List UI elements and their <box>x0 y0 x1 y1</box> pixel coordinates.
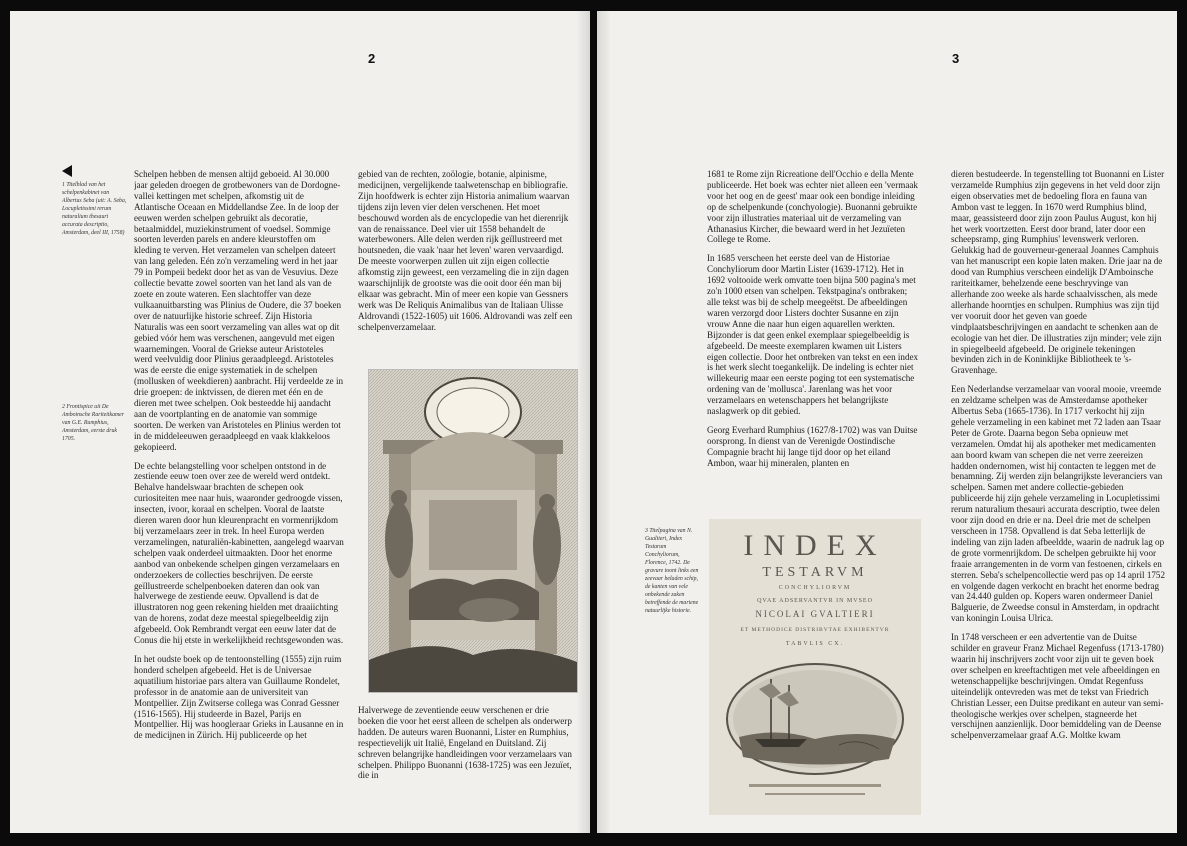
right-page <box>597 11 1177 833</box>
paragraph: In 1748 verscheen er een advertentie van de Duitse schilder en graveur Franz Michael Regenfuss (1713-1780) waarin hij inschrijvers zocht voor zijn uit te geven boek over schelpen en kreeftachtigen met vele afbeeldingen en wetenschappelijke beschrijvingen. Omdat Regenfuss uiteindelijk ontevreden was met de tekst van Friedrich Christian Lesser, een Duitse predikant en auteur van semi-theologische werkjes over schelpen, stagneerde het verschijnen aanzienlijk. Door bemiddeling van de Deense schelpenverzamelaar graaf A.G. Moltke kwam <box>951 632 1164 741</box>
paragraph: In 1685 verscheen het eerste deel van de Historiae Conchyliorum door Martin Lister (1639-1712). Het in 1692 voltooide werk omvatte toen bijna 500 pagina's met zo'n 1000 etsen van schelpen. Tekstpagina's ontbraken; alle tekst was bij de schelp meegeëtst. De afbeeldingen waren verzorgd door Listers dochter Susanne en zijn vrouw Anne die naar hun eigen aquarellen werkten. Bijzonder is dat geen enkel exemplaar spiegelbeeldig is afgebeeld. De meeste exemplaren kwamen uit Listers eigen collectie. Door het ontbreken van tekst en een index is het werk slecht toegankelijk. De indeling is echter niet willekeurig maar een eerste poging tot een systematische ordening van de 'mollusca'. Jarenlang was het voor verzamelaars en wetenschappers het belangrijkste naslagwerk op dit gebied. <box>707 253 919 417</box>
paragraph: In het oudste boek op de tentoonstelling (1555) zijn ruim honderd schelpen afgebeeld. Het is de Universae aquatilium historiae pars altera van Guillaume Rondelet, professor in de anatomie aan de universiteit van Montpellier. Zijn Zwitserse collega was Conrad Gessner (1516-1565). Hij studeerde in Bazel, Parijs en Montpellier. Hij was hoogleraar Grieks in Lausanne en in de medicijnen in Zürich. Hij publiceerde op het <box>134 653 344 741</box>
ship-vignette <box>719 659 911 809</box>
text-column-3 <box>707 169 919 504</box>
text-column-2-bottom <box>358 705 573 805</box>
index-testarum-plate <box>709 519 921 815</box>
paragraph: 1681 te Rome zijn Ricreatione dell'Occhio e della Mente publiceerde. Het boek was echter niet alleen een 'vermaak voor het oog en de geest' maar ook een bondige inleiding op de schelpenkunde (conchyologie). Buonanni gebruikte voor zijn illustraties materiaal uit de verzameling van Athanasius Kircher, die bewaard werd in het Jezuïeten College te Rome. <box>707 169 918 245</box>
left-page <box>10 11 590 833</box>
paragraph: De echte belangstelling voor schelpen ontstond in de zestiende eeuw toen over zee de wereld werd ontdekt. Behalve handelswaar brachten de schepen ook curiositeiten mee naar huis, waaronder gedroogde vissen, insecten, ivoor, koraal en schelpen. Vooral de laatste dieren waren door hun kleurenpracht en vormenrijkdom bij verzamelaars zeer in trek. In heel Europa werden verzamelingen, naturaliën-kabinetten, aangelegd waarvan schelpen vaak onderdeel uitmaakten. Door het enorme aanbod van onbekende schelpen gingen verzamelaars en onderzoekers de collecties beschrijven. De eerste geïllustreerde schelpenboeken dateren dan ook van halverwege de zestiende eeuw. Opvallend is dat de illustratoren nog geen rekening hielden met draaiichting van de horens, zodat deze meestal spiegelbeeldig zijn afgebeeld. Ook Rembrandt vergat een eeuw later dat de Conus die hij etste in werkelijkheid rechtsgewonden was. <box>134 460 344 646</box>
page-number-left: 2 <box>368 51 376 66</box>
paragraph: dieren bestudeerde. In tegenstelling tot Buonanni en Lister verzamelde Rumphius zijn gegevens in het veld door zijn eigen observaties met de bedoeling flora en fauna van Ambon vast te leggen. In 1670 werd Rumphius blind, maar, geassisteerd door zijn zoon Paulus August, kon hij het werk voortzetten. Eerst door brand, later door een scheepsramp, ging Rumphius' levenswerk verloren. Gelukkig had de gouverneur-generaal Joannes Camphuis van het manuscript een kopie laten maken. Drie jaar na de dood van Rumphius verscheen eindelijk D'Amboinsche rariteitkamer, behelzende eene beschryvinge van allerhande zoo weeke als harde schaalvisschen, als mede allerhande hoorntjes en schulpen. Rumphius was zijn tijd ver vooruit door het geven van goede vindplaatsbeschrijvingen en aandacht te schenken aan de ecologie van het dier. De illustraties zijn minder; vele zijn in spiegelbeeld afgebeeld. De originele tekeningen bevinden zich in de Koninklijke Bibliotheek te 's-Gravenhage. <box>951 169 1165 376</box>
caption-1: 1 Titelblad van het schelpenkabinet van Albertus Seba (uit: A. Seba, Locupletissimi rerum naturalium thesauri accurata descriptio, Amsterdam, deel III, 1758) <box>62 182 127 236</box>
plate-subtitle-2: CONCHYLIORVM <box>778 585 852 591</box>
caption-3: 3 Titelpagina van N. Gualtieri, Index Testarum Conchyliorum, Florence, 1742. De gravure toont links een zeevaar beladen schip, de kanten van vele onbekende zaken betreffende de mariene natuurlijke historie. <box>645 528 699 614</box>
plate-small: ET METHODICE DISTRIBVTAE EXHIBENTVR <box>740 627 890 633</box>
page-number-right: 3 <box>952 51 960 66</box>
plate-subtitle: TESTARVM <box>762 565 868 580</box>
frontispiece-engraving <box>368 369 578 693</box>
paragraph: Schelpen hebben de mensen altijd geboeid. Al 30.000 jaar geleden droegen de grotbewoners van de Dordogne-vallei kettingen met schelpen, afkomstig uit de Atlantische Oceaan en Middellandse Zee. In de loop der eeuwen werden schelpen gebruikt als decoratie, betaalmiddel, muziekinstrument of voedsel. Sommige soorten leverden parels en andere kleurstoffen om kleding te verven. Het verzamelen van schelpen dateert van lang geleden. Eén zo'n verzameling werd in het jaar 79 in Pompeii bedekt door het as van de Vesuvius. Deze collectie bevatte zowel soorten van het land als van de zoete en zoute wateren. Een slachtoffer van deze vulkaanuitbarsting was Plinius de Oudere, die 37 boeken over de natuurlijke historie schreef. Zijn Historia Naturalis was een soort verzameling van alles wat op dit gebied vóór hem was verschenen, aangevuld met eigen waarnemingen. Vooral de Griekse auteur Aristoteles werd veelvuldig door Plinius geraadpleegd. Aristoteles was de eerste die enige systematiek in de schelpen (mollusken of weekdieren) aanbracht. Hij verdeelde ze in drie groepen: de inktvissen, de dieren met één en de dieren met twee schelpen. Ook besteedde hij aandacht aan de voortplanting en de anatomie van sommige soorten. De werken van Aristoteles en Plinius werden tot in de middeleeuwen geraadpleegd en vaak klakkeloos gekopieerd. <box>134 169 344 452</box>
text-column-4 <box>951 169 1165 809</box>
paragraph: Halverwege de zeventiende eeuw verschenen er drie boeken die voor het eerst alleen de schelpen als onderwerp hadden. De auteurs waren Buonanni, Lister en Rumphius, respectievelijk uit Italië, Engeland en Duitsland. Zij schreven belangrijke handleidingen voor verzamelaars van schelpen. Philippo Buonanni (1638-1725) was een Jezuïet, die in <box>358 705 572 781</box>
paragraph: gebied van de rechten, zoölogie, botanie, alpinisme, medicijnen, vergelijkende taalwetenschap en bibliografie. Zijn hoofdwerk is echter zijn Historia animalium waarvan tijdens zijn leven vier delen verschenen. Het moet beschouwd worden als de encyclopedie van het dierenrijk van de renaissance. Deel vier uit 1558 behandelt de waterbewoners. Alle delen werden rijk geïllustreerd met houtsneden, die vaak 'naar het leven' waren vervaardigd. De meeste voorwerpen zullen uit zijn eigen collectie afkomstig zijn geweest, een verzameling die in zijn dagen waarschijnlijk de grootste was die ooit door één man bij elkaar was gebracht. Min of meer een kopie van Gessners werk was De Reliquis Animalibus van de Italiaan Ulisse Aldrovandi (1522-1605) uit 1606. Aldrovandi was zelf een schelpenverzamelaar. <box>358 169 573 332</box>
engraving-illustration <box>369 370 577 692</box>
caption-2: 2 Frontispice uit De Amboinsche Rariteitkamer van G.E. Rumphius, Amsterdam, eerste druk 1705. <box>62 404 124 442</box>
text-column-2-top <box>358 169 573 364</box>
paragraph: Een Nederlandse verzamelaar van vooral mooie, vreemde en zeldzame schelpen was de Amsterdamse apotheker Albertus Seba (1665-1736). In 1717 verkocht hij zijn gehele verzameling in een kabinet met 72 laden aan Tsaar Peter de Grote. Daarna begon Seba opnieuw met verzamelen. Omdat hij als apotheker met medicamenten aan boord kwam van schepen die net verre zeereizen hadden ondernomen, wist hij contacten te leggen met de benamning. Zij werden zijn belangrijkste leveranciers van schelpen. Samen met andere collectie-gebieden publiceerde hij zijn gehele verzameling in Locupletissimi rerum naturalium thesauri accurata descriptio, twee delen voor zijn dood en drie er na. Deel drie met de schelpen verscheen in 1758. Opvallend is dat Seba letterlijk de indeling van zijn laden afbeeldde, waarin de nadruk lag op de grote vormenrijkdom. De schelpen gebruikte hij voor fraaie arrangementen in de vorm van festoenen, cirkels en sterren. Seba's schelpencollectie werd pas op 14 april 1752 en volgende dagen verkocht en bracht het enorme bedrag van 24.440 gulden op. Kopers waren ondermeer Daniel Balguerie, de Zweedse consul in Amsterdam, in opdracht van koningin Louisa Ulrica. <box>951 384 1165 624</box>
text-column-1 <box>134 169 344 809</box>
paragraph: Georg Everhard Rumphius (1627/8-1702) was van Duitse oorsprong. In dienst van de Verenigde Oostindische Compagnie bracht hij lange tijd door op het eiland Ambon, waar hij mineralen, planten en <box>707 424 918 468</box>
plate-name: NICOLAI GVALTIERI <box>755 609 875 619</box>
plate-tab: TABVLIS CX. <box>785 641 845 647</box>
plate-line: QVAE ADSERVANTVR IN MVSEO <box>757 598 873 604</box>
arrow-left-icon <box>62 165 72 177</box>
plate-title: INDEX <box>743 529 887 562</box>
